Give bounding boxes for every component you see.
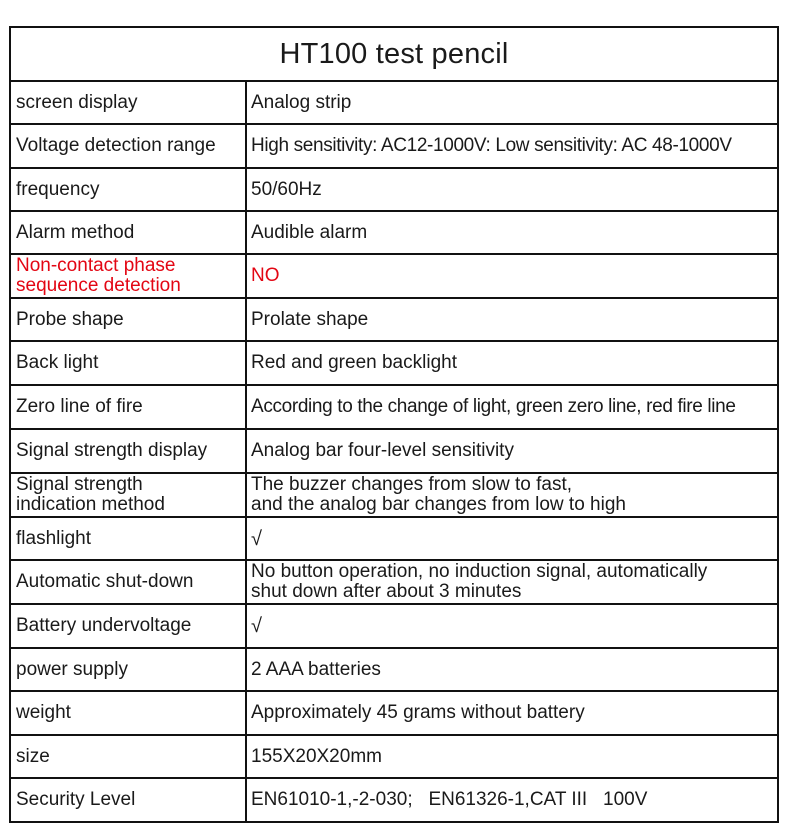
spec-row-signal-display [10,429,778,473]
spec-value: EN61010-1,-2-030; EN61326-1,CAT III 100V [246,778,778,822]
spec-value: Audible alarm [246,211,778,254]
spec-row-zero-fire-line [10,385,778,429]
spec-row-power-supply [10,648,778,691]
spec-label: weight [10,691,246,735]
spec-row-voltage-range [10,124,778,168]
spec-value: According to the change of light, green zero line, red fire line [246,385,778,429]
spec-value: Approximately 45 grams without battery [246,691,778,735]
spec-label: flashlight [10,517,246,560]
spec-label: Automatic shut-down [10,560,246,604]
spec-row-probe-shape [10,298,778,341]
spec-value: 2 AAA batteries [246,648,778,691]
spec-label: Signal strength indication method [10,473,246,517]
title-row [10,27,778,81]
spec-value: High sensitivity: AC12-1000V: Low sensitivity: AC 48-1000V [246,124,778,168]
spec-table [9,26,779,823]
spec-value: Prolate shape [246,298,778,341]
spec-row-back-light [10,341,778,385]
spec-label: Probe shape [10,298,246,341]
spec-label: Alarm method [10,211,246,254]
table-title: HT100 test pencil [10,27,778,81]
spec-row-weight [10,691,778,735]
spec-row-battery-undervoltage [10,604,778,648]
check-mark-icon: √ [246,604,778,648]
spec-label: Back light [10,341,246,385]
spec-row-security-level [10,778,778,822]
spec-label: Signal strength display [10,429,246,473]
spec-label-highlighted: Non-contact phase sequence detection [10,254,246,298]
spec-label: Zero line of fire [10,385,246,429]
spec-label: frequency [10,168,246,211]
spec-label: screen display [10,81,246,124]
spec-value: Red and green backlight [246,341,778,385]
spec-row-phase-sequence [10,254,778,298]
spec-label: Security Level [10,778,246,822]
spec-value: No button operation, no induction signal, automatically shut down after about 3 minutes [246,560,778,604]
spec-row-auto-shutdown [10,560,778,604]
spec-row-flashlight [10,517,778,560]
spec-value: Analog strip [246,81,778,124]
spec-value: 155X20X20mm [246,735,778,778]
spec-row-frequency [10,168,778,211]
spec-value: The buzzer changes from slow to fast, and the analog bar changes from low to high [246,473,778,517]
spec-row-alarm-method [10,211,778,254]
spec-row-signal-indication [10,473,778,517]
spec-value: 50/60Hz [246,168,778,211]
spec-row-screen-display [10,81,778,124]
spec-row-size [10,735,778,778]
spec-label: size [10,735,246,778]
spec-label: power supply [10,648,246,691]
spec-value: Analog bar four-level sensitivity [246,429,778,473]
check-mark-icon: √ [246,517,778,560]
spec-label: Battery undervoltage [10,604,246,648]
spec-value-highlighted: NO [246,254,778,298]
spec-label: Voltage detection range [10,124,246,168]
